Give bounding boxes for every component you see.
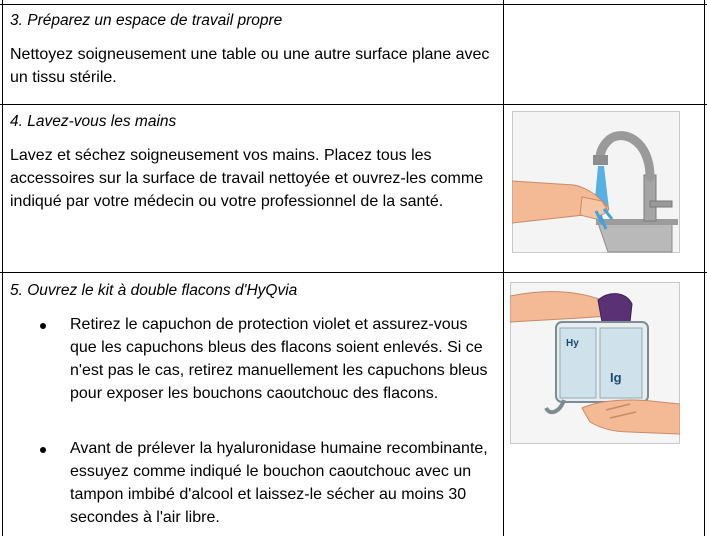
step-5-bullet-2: Avant de prélever la hyaluronidase humaine recombinante, essuyez comme indiqué le bouchon caoutchouc avec un tampon imbibé d'alcool et laissez-le sécher au moins 30 secondes à l'air libre. (70, 440, 488, 526)
table-border-left (2, 0, 3, 536)
step-5-bullet-1: Retirez le capuchon de protection violet et assurez-vous que les capuchons bleus des flacons soient enlevés. Si ce n'est pas le cas, retirez manuellement les capuchons bleus pour exposer les bouchons caoutchouc des flacons. (70, 316, 488, 402)
bullet-icon (40, 447, 46, 453)
step-4-body: Lavez et séchez soigneusement vos mains. Placez tous les accessoires sur la surface de travail nettoyée et ouvrez-les comme indiqué par votre médecin ou votre professionnel de la santé. (10, 147, 484, 210)
kit-opening-illustration (510, 282, 680, 444)
table-column-divider (503, 0, 504, 536)
ig-vial-label: Ig (610, 370, 622, 385)
step-5-title: 5. Ouvrez le kit à double flacons d'HyQvia (10, 282, 298, 299)
row-divider (0, 104, 707, 105)
row-divider (0, 272, 707, 273)
table-border-right (704, 0, 705, 536)
step-3-title: 3. Préparez un espace de travail propre (10, 12, 283, 29)
hand-washing-illustration (512, 111, 680, 253)
step-3-body: Nettoyez soigneusement une table ou une autre surface plane avec un tissu stérile. (10, 46, 490, 86)
row-divider-top (0, 4, 707, 5)
hy-vial-label: Hy (566, 338, 579, 349)
step-4-title: 4. Lavez-vous les mains (10, 113, 177, 130)
bullet-icon (40, 323, 46, 329)
